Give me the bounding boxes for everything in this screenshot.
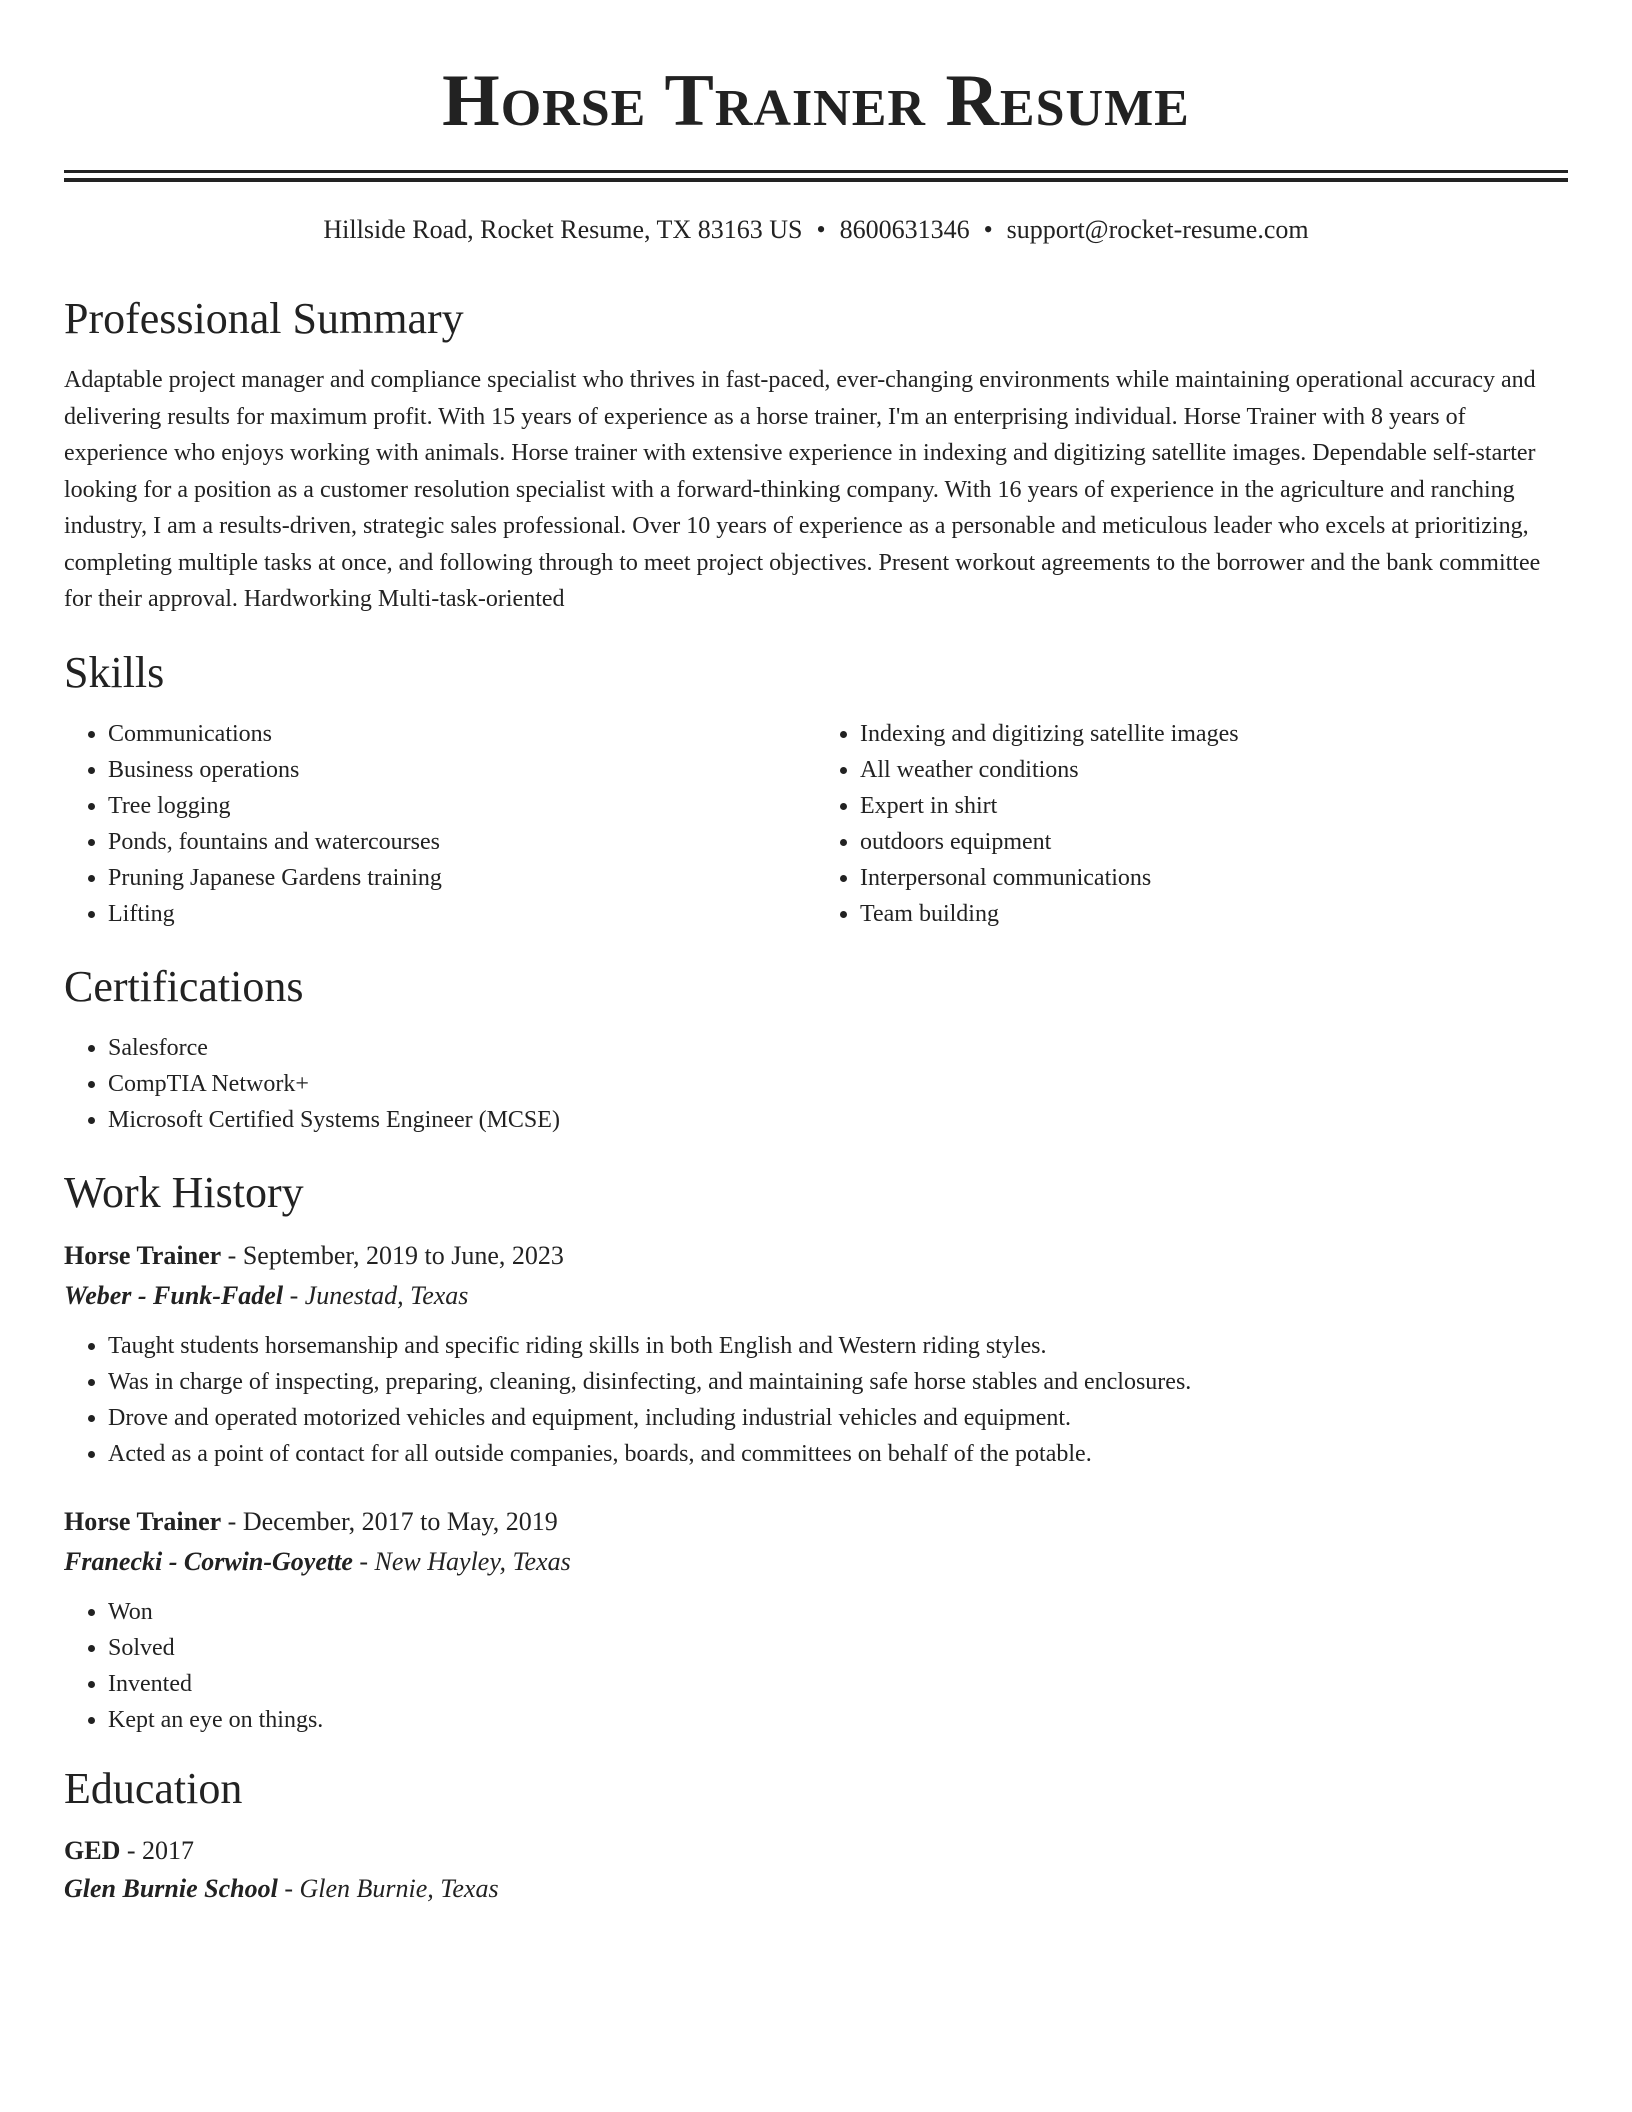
contact-phone: 8600631346 <box>839 215 970 244</box>
job-title: Horse Trainer <box>64 1506 222 1536</box>
job-entry <box>64 1236 1568 1472</box>
education-degree: GED <box>64 1835 121 1865</box>
job-dates: - September, 2019 to June, 2023 <box>221 1240 564 1270</box>
job-company: Weber - Funk-Fadel <box>64 1280 284 1310</box>
summary-section <box>64 294 1568 618</box>
education-school-line <box>64 1870 1568 1908</box>
job-company-line <box>64 1542 1568 1582</box>
certification-item: • Salesforce <box>108 1030 1568 1066</box>
skill-item: • Indexing and digitizing satellite images <box>860 716 1568 752</box>
job-bullet: • Taught students horsemanship and specific riding skills in both English and Western riding styles. <box>108 1328 1568 1364</box>
education-school: Glen Burnie School <box>64 1873 278 1903</box>
education-degree-line <box>64 1832 1568 1870</box>
skill-item: • Ponds, fountains and watercourses <box>108 824 816 860</box>
job-bullets <box>64 1328 1568 1472</box>
job-bullet: • Invented <box>108 1666 1568 1702</box>
skills-section <box>64 648 1568 932</box>
skills-list-right <box>816 716 1568 932</box>
work-history-heading: Work History <box>64 1167 304 1217</box>
contact-address: Hillside Road, Rocket Resume, TX 83163 US <box>323 215 803 244</box>
summary-heading: Professional Summary <box>64 294 464 343</box>
job-entry <box>64 1502 1568 1738</box>
job-title-line <box>64 1502 1568 1542</box>
title-divider <box>64 170 1568 182</box>
skill-item: • Tree logging <box>108 788 816 824</box>
certification-item: • CompTIA Network+ <box>108 1066 1568 1102</box>
job-bullet: • Kept an eye on things. <box>108 1702 1568 1738</box>
job-bullet: • Drove and operated motorized vehicles and equipment, including industrial vehicles and equipment. <box>108 1400 1568 1436</box>
job-bullet: • Was in charge of inspecting, preparing, cleaning, disinfecting, and maintaining safe horse stables and enclosures. <box>108 1364 1568 1400</box>
skill-item: • Interpersonal communications <box>860 860 1568 896</box>
skills-columns <box>64 716 1568 932</box>
contact-line <box>64 212 1568 248</box>
skill-item: • outdoors equipment <box>860 824 1568 860</box>
job-title: Horse Trainer <box>64 1240 222 1270</box>
job-bullets <box>64 1594 1568 1738</box>
job-bullet: • Won <box>108 1594 1568 1630</box>
education-section <box>64 1764 1568 1908</box>
job-bullet: • Acted as a point of contact for all outside companies, boards, and committees on behalf of the potable. <box>108 1436 1568 1472</box>
work-history-section <box>64 1168 1568 1738</box>
skill-item: • Lifting <box>108 896 816 932</box>
skill-item: • Pruning Japanese Gardens training <box>108 860 816 896</box>
education-heading: Education <box>64 1763 243 1813</box>
skill-item: • Communications <box>108 716 816 752</box>
certifications-section <box>64 962 1568 1138</box>
job-bullet: • Solved <box>108 1630 1568 1666</box>
contact-separator: • <box>816 215 826 244</box>
skill-item: • Expert in shirt <box>860 788 1568 824</box>
summary-text: Adaptable project manager and compliance specialist who thrives in fast-paced, ever-changing environments while maintaining operational accuracy and delivering results for maximum profit. With 15 years of experience as a horse trainer, I'm an enterprising individual. Horse Trainer with 8 years of experience who enjoys working with animals. Horse trainer with extensive experience in indexing and digitizing satellite images. Dependable self-starter looking for a position as a customer resolution specialist with a forward-thinking company. With 16 years of experience in the agriculture and ranching industry, I am a results-driven, strategic sales professional. Over 10 years of experience as a personable and meticulous leader who excels at prioritizing, completing multiple tasks at once, and following through to meet project objectives. Present workout agreements to the borrower and the bank committee for their approval. Hardworking Multi-task-oriented <box>64 367 1541 612</box>
skill-item: • Team building <box>860 896 1568 932</box>
certifications-heading: Certifications <box>64 961 304 1011</box>
education-location: - Glen Burnie, Texas <box>277 1873 499 1903</box>
job-dates: - December, 2017 to May, 2019 <box>221 1506 558 1536</box>
education-year: - 2017 <box>120 1835 195 1865</box>
job-location: - New Hayley, Texas <box>352 1546 571 1576</box>
skill-item: • All weather conditions <box>860 752 1568 788</box>
job-company: Franecki - Corwin-Goyette <box>64 1546 353 1576</box>
contact-separator: • <box>983 215 993 244</box>
job-title-line <box>64 1236 1568 1276</box>
skills-list-left <box>64 716 816 932</box>
contact-email: support@rocket-resume.com <box>1006 215 1309 244</box>
certifications-list <box>64 1030 1568 1138</box>
job-location: - Junestad, Texas <box>283 1280 469 1310</box>
resume-title: Horse Trainer Resume <box>442 60 1190 142</box>
certification-item: • Microsoft Certified Systems Engineer (MCSE) <box>108 1102 1568 1138</box>
skills-heading: Skills <box>64 647 165 697</box>
job-company-line <box>64 1276 1568 1316</box>
skill-item: • Business operations <box>108 752 816 788</box>
